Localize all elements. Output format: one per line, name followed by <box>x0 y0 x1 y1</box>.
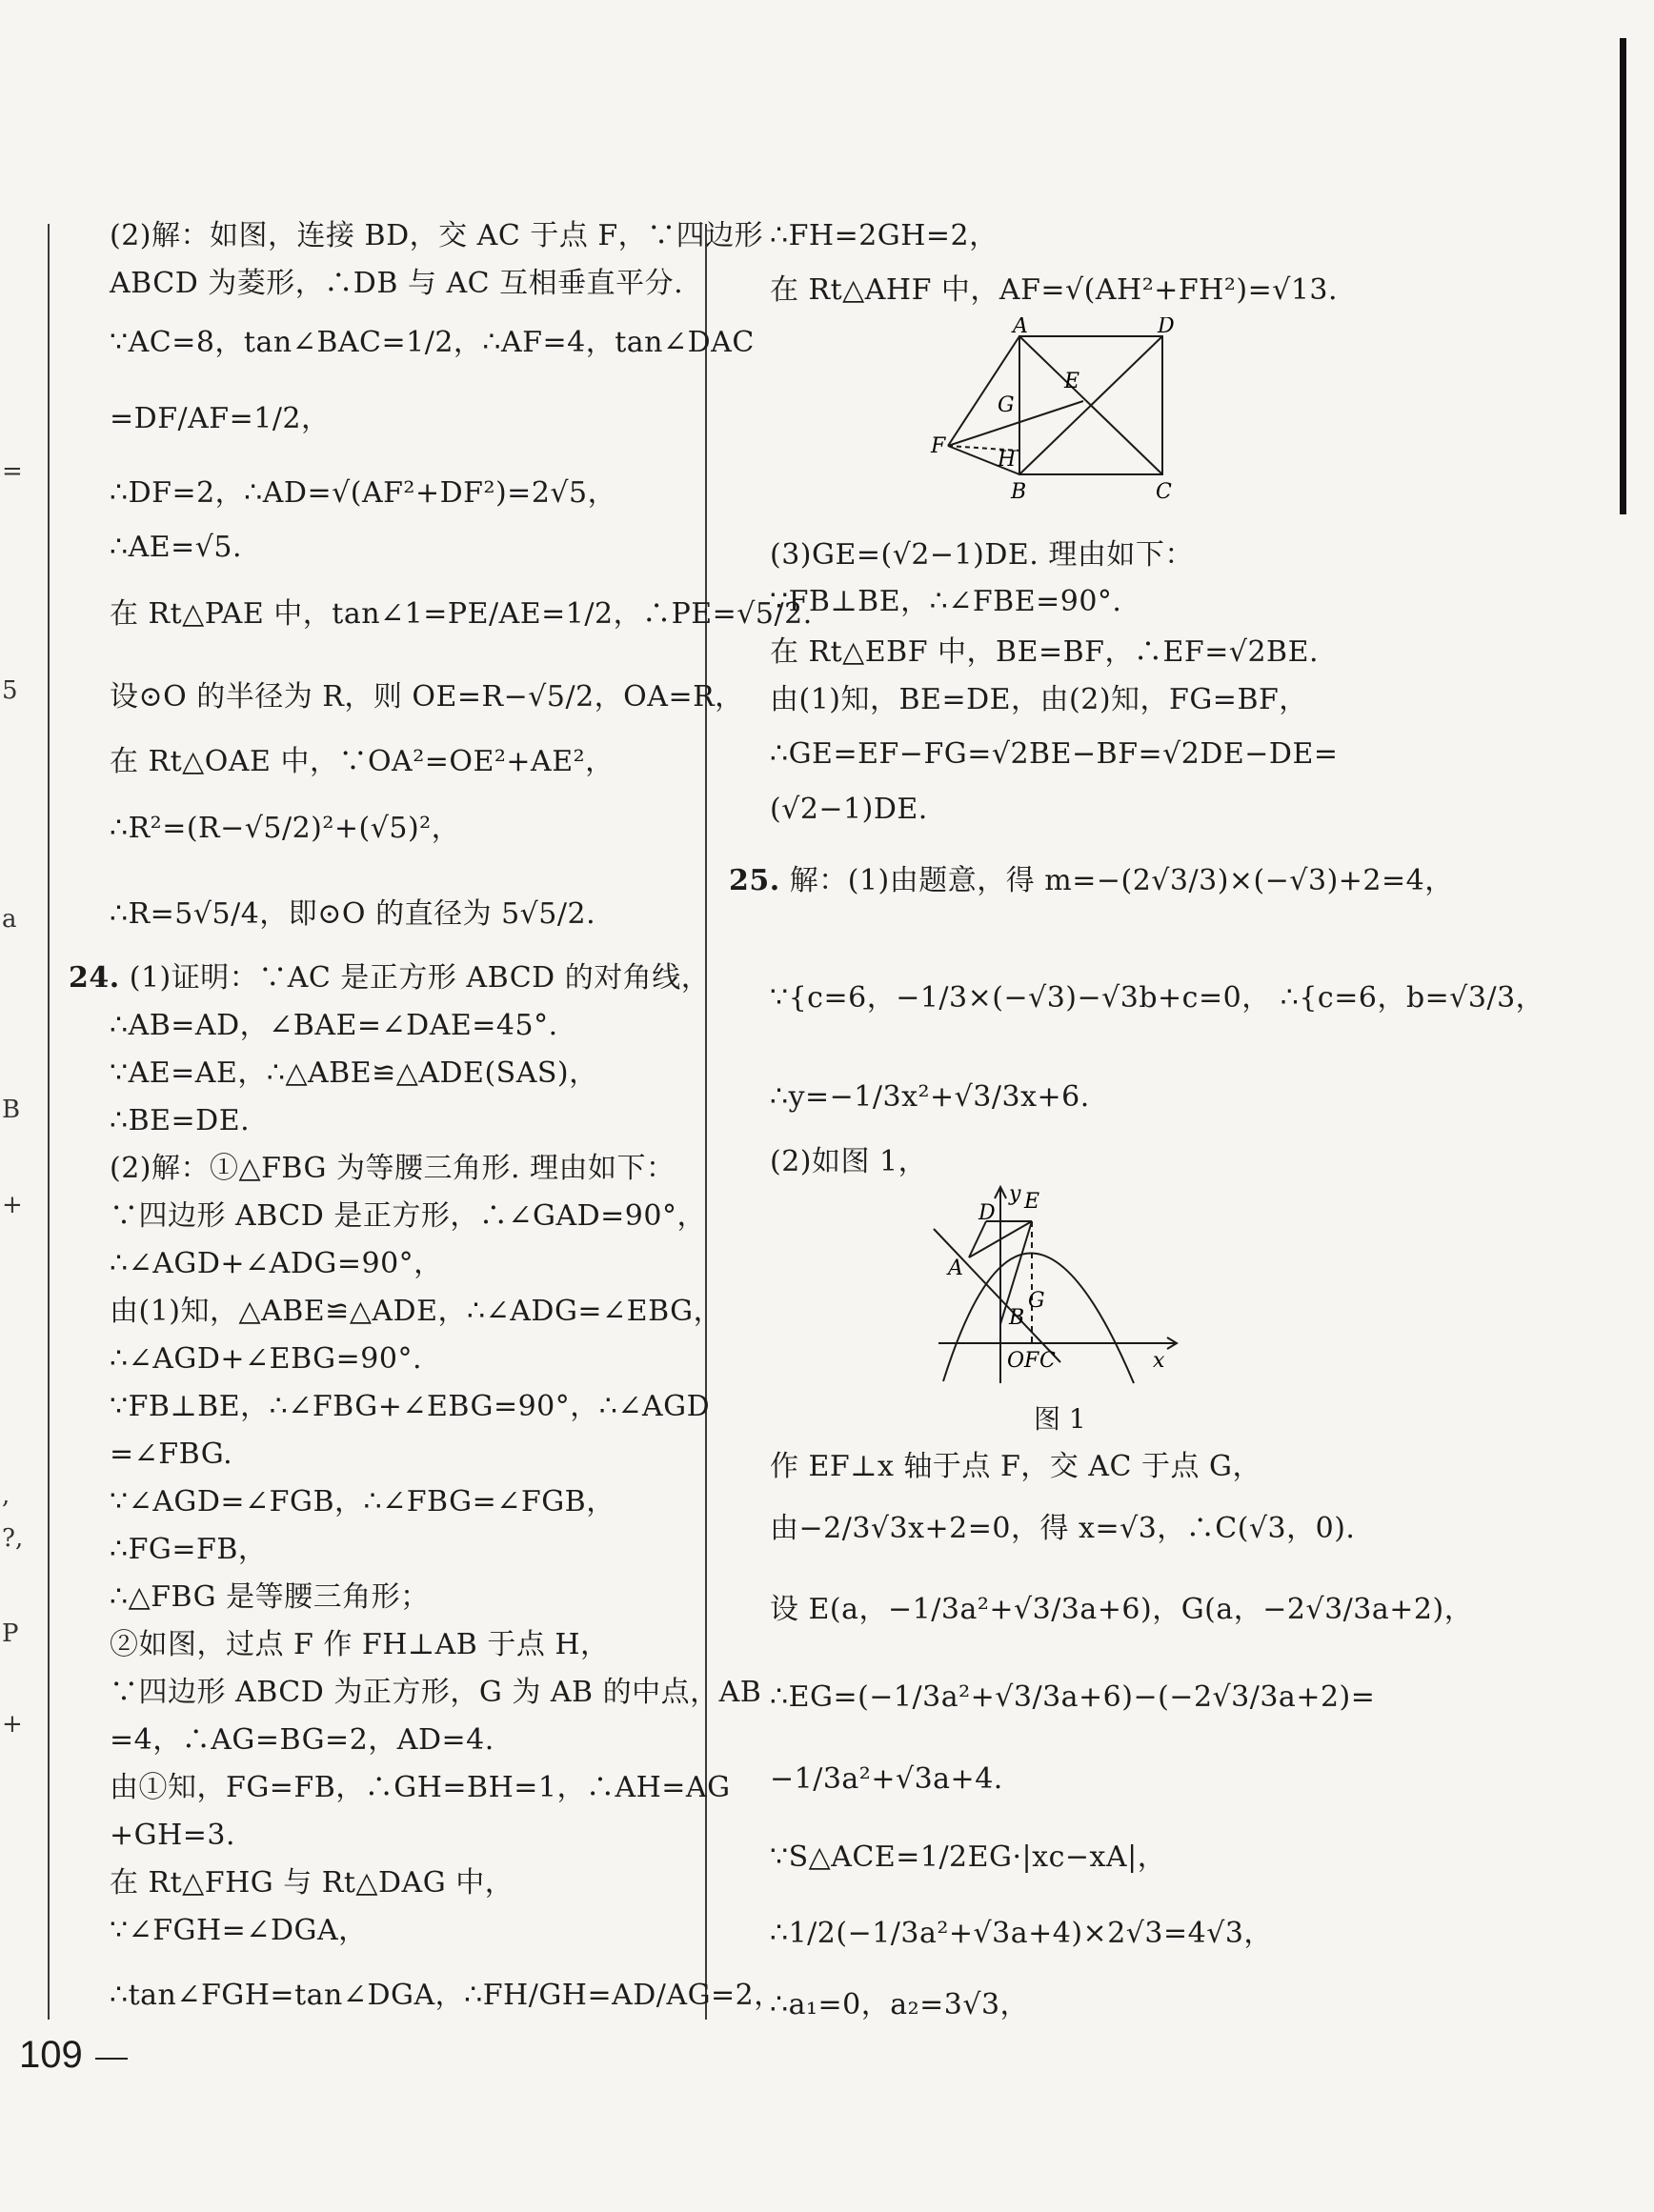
label-A: A <box>948 1257 963 1280</box>
solution-line: ∴a₁=0，a₂=3√3， <box>770 1988 1030 2021</box>
margin-fragment: 5 <box>2 676 18 705</box>
figure-caption: 图 1 <box>1034 1403 1086 1435</box>
solution-line: 设⊙O 的半径为 R，则 OE=R−√5/2，OA=R， <box>110 680 744 714</box>
solution-line: ∴FH=2GH=2， <box>770 219 998 252</box>
solution-line: ∵AE=AE，∴△ABE≌△ADE(SAS)， <box>110 1056 598 1090</box>
solution-line: ∵四边形 ABCD 是正方形，∴∠GAD=90°， <box>110 1199 706 1233</box>
solution-line: ∵S△ACE=1/2EG·|xc−xA|， <box>770 1840 1167 1874</box>
solution-line: =∠FBG. <box>110 1438 233 1471</box>
solution-line: ABCD 为菱形，∴DB 与 AC 互相垂直平分. <box>110 267 684 300</box>
solution-line: ∴BE=DE. <box>110 1104 251 1137</box>
margin-fragment: , <box>2 1481 10 1510</box>
solution-line: 由(1)知，△ABE≌△ADE，∴∠ADG=∠EBG， <box>110 1295 723 1328</box>
solution-line: =4，∴AG=BG=2，AD=4. <box>110 1723 494 1757</box>
label-G: G <box>998 393 1015 417</box>
problem-24-number <box>69 959 710 997</box>
solution-line: 作 EF⊥x 轴于点 F，交 AC 于点 G， <box>770 1450 1261 1483</box>
margin-fragment: + <box>2 1191 23 1219</box>
solution-line: ∵四边形 ABCD 为正方形，G 为 AB 的中点，AB <box>110 1676 762 1709</box>
label-F: F <box>1024 1349 1039 1373</box>
label-x: x <box>1153 1349 1165 1373</box>
label-C: C <box>1039 1349 1056 1373</box>
margin-fragment: = <box>2 457 23 486</box>
label-G: G <box>1028 1289 1045 1313</box>
solution-line: ∵FB⊥BE，∴∠FBE=90°. <box>770 585 1122 618</box>
label-F: F <box>931 434 946 458</box>
label-E: E <box>1024 1190 1040 1214</box>
solution-line: (2)如图 1， <box>770 1145 928 1178</box>
left-margin-rule <box>48 224 50 2020</box>
solution-line: ∴∠AGD+∠ADG=90°， <box>110 1247 443 1280</box>
solution-line: ∵{c=6，−1/3×(−√3)−√3b+c=0， ∴{c=6，b=√3/3， <box>770 981 1545 1015</box>
solution-line: ∴EG=(−1/3a²+√3/3a+6)−(−2√3/3a+2)= <box>770 1680 1376 1714</box>
solution-line: 在 Rt△AHF 中，AF=√(AH²+FH²)=√13. <box>770 273 1339 307</box>
page-edge-shadow <box>1620 38 1626 514</box>
solution-line: 由(1)知，BE=DE，由(2)知，FG=BF， <box>770 683 1308 716</box>
label-H: H <box>998 448 1017 472</box>
solution-line: 在 Rt△FHG 与 Rt△DAG 中， <box>110 1866 514 1900</box>
label-B: B <box>1009 1306 1025 1330</box>
margin-fragment: ?, <box>2 1524 24 1553</box>
label-D: D <box>978 1201 996 1225</box>
label-E: E <box>1064 370 1080 393</box>
label-C: C <box>1156 480 1172 504</box>
label-A: A <box>1013 317 1028 338</box>
solution-line: ∴AE=√5. <box>110 531 243 564</box>
label-y: y <box>1009 1182 1021 1206</box>
solution-line: =DF/AF=1/2， <box>110 402 331 435</box>
parabola-diagram <box>929 1181 1196 1386</box>
margin-fragment: + <box>2 1710 23 1739</box>
column-divider <box>705 224 707 2020</box>
problem-number: 25. <box>729 864 780 897</box>
problem-25-number <box>729 862 1454 900</box>
solution-line: ∴y=−1/3x²+√3/3x+6. <box>770 1080 1090 1114</box>
solution-line: ∴AB=AD，∠BAE=∠DAE=45°. <box>110 1009 558 1042</box>
solution-line: (2)解：如图，连接 BD，交 AC 于点 F，∵四边形 <box>110 219 764 252</box>
margin-fragment: B <box>2 1096 21 1124</box>
solution-line: ∴△FBG 是等腰三角形； <box>110 1580 430 1614</box>
solution-line: ∴R²=(R−√5/2)²+(√5)²， <box>110 812 461 845</box>
solution-line: ∴R=5√5/4，即⊙O 的直径为 5√5/2. <box>110 897 596 931</box>
solution-line: 解：(1)由题意，得 m=−(2√3/3)×(−√3)+2=4， <box>789 864 1454 897</box>
solution-line: ∴tan∠FGH=tan∠DGA，∴FH/GH=AD/AG=2， <box>110 1979 783 2012</box>
solution-line: ∵∠FGH=∠DGA， <box>110 1914 368 1947</box>
solution-line: +GH=3. <box>110 1819 236 1852</box>
solution-line: (1)证明：∵AC 是正方形 ABCD 的对角线， <box>129 961 711 995</box>
solution-line: 在 Rt△OAE 中，∵OA²=OE²+AE²， <box>110 745 615 778</box>
square-diagram <box>929 317 1191 513</box>
solution-line: 由①知，FG=FB，∴GH=BH=1，∴AH=AG <box>110 1771 731 1804</box>
solution-line: 由−2/3√3x+2=0，得 x=√3，∴C(√3，0). <box>770 1512 1356 1545</box>
solution-line: 在 Rt△PAE 中，tan∠1=PE/AE=1/2，∴PE=√5/2. <box>110 597 813 631</box>
solution-line: ∵∠AGD=∠FGB，∴∠FBG=∠FGB， <box>110 1485 615 1518</box>
solution-line: (3)GE=(√2−1)DE. 理由如下： <box>770 538 1194 572</box>
margin-fragment: P <box>2 1619 19 1648</box>
label-O: O <box>1007 1349 1025 1373</box>
solution-line: ∴1/2(−1/3a²+√3a+4)×2√3=4√3， <box>770 1917 1273 1950</box>
solution-line: 在 Rt△EBF 中，BE=BF，∴EF=√2BE. <box>770 635 1320 669</box>
solution-line: (2)解：①△FBG 为等腰三角形. 理由如下： <box>110 1152 676 1185</box>
solution-line: 设 E(a，−1/3a²+√3/3a+6)，G(a，−2√3/3a+2)， <box>770 1593 1474 1626</box>
page-number-dash <box>95 2058 128 2060</box>
solution-line: ∴∠AGD+∠EBG=90°. <box>110 1342 422 1376</box>
margin-fragment: a <box>2 905 17 934</box>
label-B: B <box>1011 480 1027 504</box>
page-number: 109 <box>19 2034 83 2076</box>
solution-line: ∴DF=2，∴AD=√(AF²+DF²)=2√5， <box>110 476 617 510</box>
solution-line: ∴GE=EF−FG=√2BE−BF=√2DE−DE= <box>770 737 1339 771</box>
label-D: D <box>1158 317 1175 338</box>
solution-line: (√2−1)DE. <box>770 793 928 826</box>
solution-line: ②如图，过点 F 作 FH⊥AB 于点 H， <box>110 1628 610 1661</box>
solution-line: ∵AC=8，tan∠BAC=1/2，∴AF=4，tan∠DAC <box>110 326 755 359</box>
solution-line: ∴FG=FB， <box>110 1533 268 1566</box>
problem-number: 24. <box>69 961 120 995</box>
solution-line: ∵FB⊥BE，∴∠FBG+∠EBG=90°，∴∠AGD <box>110 1390 711 1423</box>
solution-line: −1/3a²+√3a+4. <box>770 1762 1003 1796</box>
